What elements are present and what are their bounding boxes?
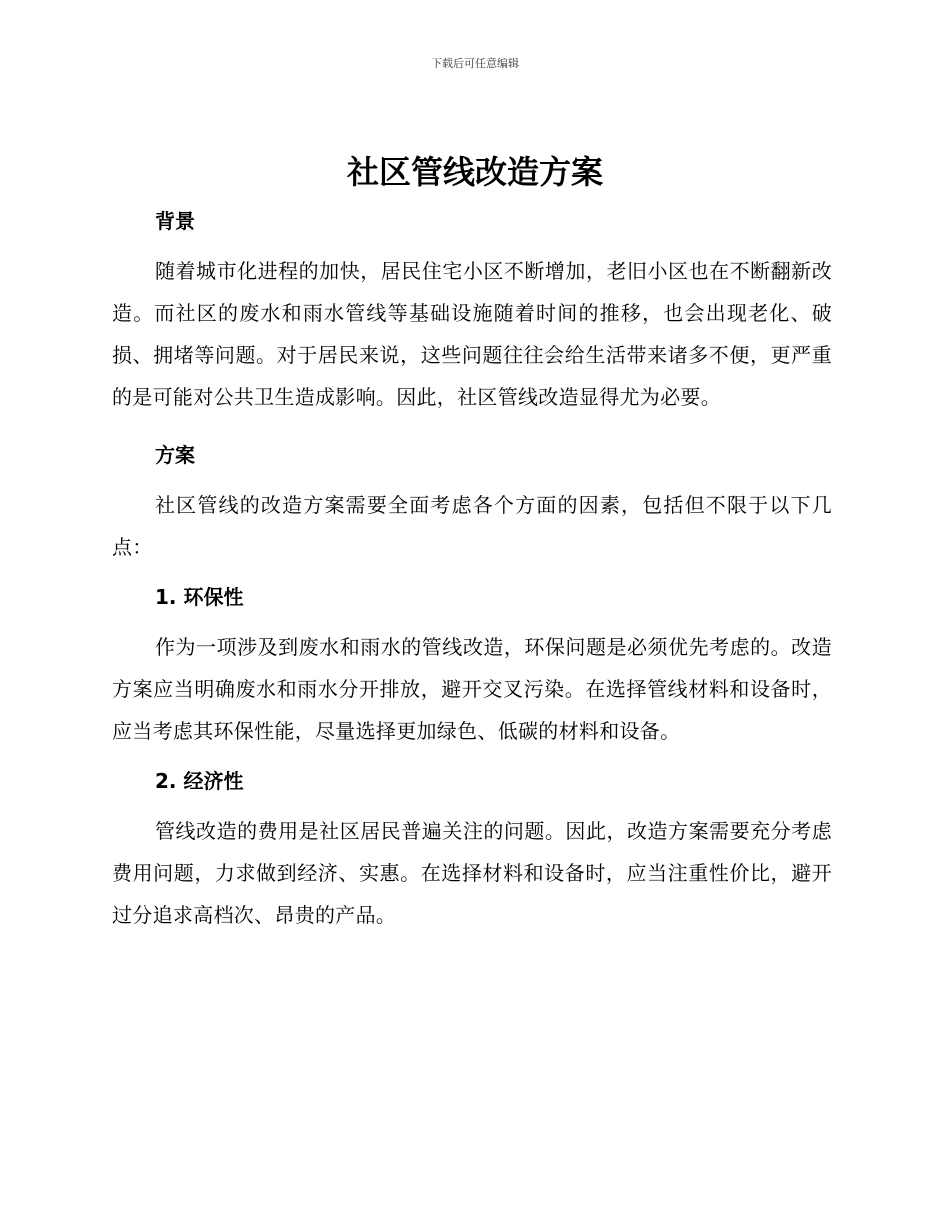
paragraph-environmental: 作为一项涉及到废水和雨水的管线改造，环保问题是必须优先考虑的。改造方案应当明确废水和雨水分开排放，避开交叉污染。在选择管线材料和设备时，应当考虑其环保性能，尽量选择更加绿色、低碳的材料和设备。: [112, 635, 832, 743]
paragraph-plan: 社区管线的改造方案需要全面考虑各个方面的因素，包括但不限于以下几点：: [112, 493, 832, 559]
header-note: 下载后可任意编辑: [431, 57, 519, 70]
document-title: 社区管线改造方案: [346, 153, 603, 191]
section-heading-background: 背景: [155, 209, 195, 233]
section-heading-environmental: 1. 环保性: [155, 585, 244, 609]
section-heading-plan: 方案: [155, 443, 195, 467]
paragraph-economic: 管线改造的费用是社区居民普遍关注的问题。因此，改造方案需要充分考虑费用问题，力求做到经济、实惠。在选择材料和设备时，应当注重性价比，避开过分追求高档次、昂贵的产品。: [112, 819, 832, 927]
document-body: [112, 202, 832, 936]
paragraph-background: 随着城市化进程的加快，居民住宅小区不断增加，老旧小区也在不断翻新改造。而社区的废水和雨水管线等基础设施随着时间的推移，也会出现老化、破损、拥堵等问题。对于居民来说，这些问题往往会给生活带来诸多不便，更严重的是可能对公共卫生造成影响。因此，社区管线改造显得尤为必要。: [112, 259, 832, 409]
section-heading-economic: 2. 经济性: [155, 769, 244, 793]
